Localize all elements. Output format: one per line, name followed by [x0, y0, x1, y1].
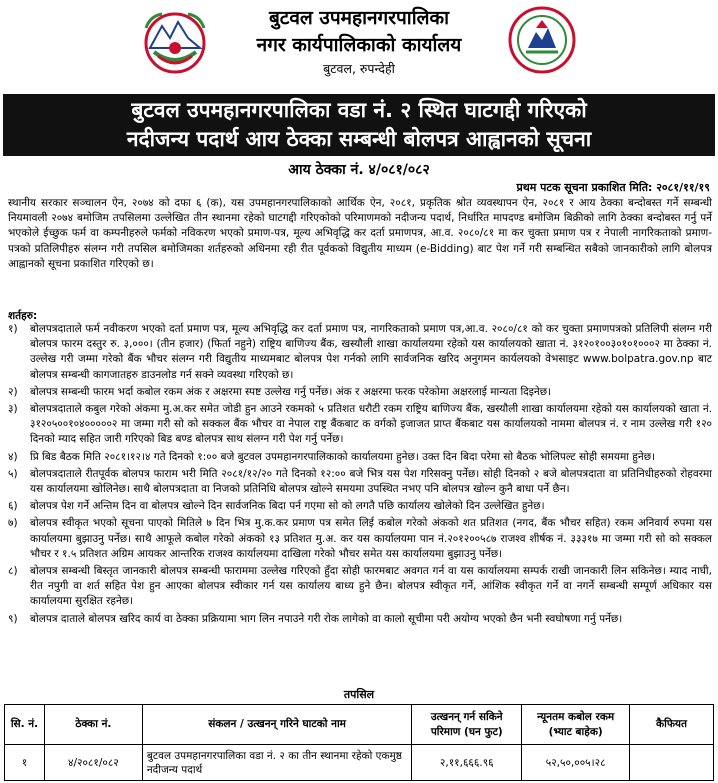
- condition-item: [8, 564, 712, 610]
- col-header-remarks: कैफियत: [630, 705, 714, 745]
- condition-item: [8, 402, 712, 448]
- table-row: [5, 745, 714, 781]
- col-header-name: संकलन / उत्खनन् गरिने घाटको नाम: [142, 705, 412, 745]
- cell-min-amount: ५२,५०,००५।२८: [522, 745, 630, 781]
- condition-text: बोलपत्र सम्बन्धी बिस्तृत जानकारी बोलपत्र सम्बन्धी फाराममा उल्लेख गरिएको हुँदा सोही फारमबाट अवगत गर्न वा यस कार्यालयमा सम्पर्क राखी जानकारी लिन सकिनेछ। म्याद नाघी, रीत नपुगी वा शर्त सहित पेश हुन आएका बोलपत्र स्वीकार गर्न यस कार्यालय बाध्य हुने छैन। बोलपत्र स्वीकृत गर्ने, आंशिक स्वीकृत गर्ने वा नगर्ने सम्बन्धी सम्पूर्ण अधिकार यस कार्यालयमा सुरक्षित रहनेछ।: [30, 565, 712, 608]
- col-header-tender: ठेक्का नं.: [44, 705, 142, 745]
- condition-text: बोलपत्र दाताले बोलपत्र खरिद कार्य वा ठेक्का प्रक्रियामा भाग लिन नपाउने गरी रोक लागेको वा कालो सूचीमा परी अयोग्य भएको छैन भनी स्वघोषणा गर्नु पर्नेछ।: [30, 612, 623, 625]
- condition-number: ७): [8, 517, 18, 530]
- condition-item: [8, 385, 712, 400]
- letterhead: [0, 0, 718, 92]
- condition-item: [8, 467, 712, 497]
- condition-number: ५): [8, 467, 18, 480]
- condition-text: बोलपत्रदाताले कबुल गरेको अंकमा मु.अ.कर समेत जोडी हुन आउने रकमको ५ प्रतिशत धरौटी रकम राष्ट्रिय बाणिज्य बैंक, खस्यौली शाखा कार्यालयमा रहेको यस कार्यालयको खाता नं. ३१२०५००१०४०००००२ मा जम्मा गरी सो को सक्कल बैंक भौचर वा नेपाल राष्ट्र बैंकबाट क वर्गको इजाजत प्राप्त बैंकबाट यस कार्यालयको नाममा बोलपत्र नं. र नाम उल्लेख गरी १२० दिनको म्याद सहित जारी गरिएको बिड बण्ड बोलपत्र साथ संलग्न गरी पेश गर्नु पर्नेछ।: [30, 403, 712, 446]
- tender-number: आय ठेक्का नं. ४/०८१/०८२: [288, 162, 430, 178]
- col-header-quantity: उत्खनन् गर्न सकिने परिमाण (घन फुट): [412, 705, 522, 745]
- condition-number: २): [8, 385, 18, 398]
- schedule-title: तपसिल: [343, 688, 375, 701]
- cell-tender: ४/२०८१/०८२: [44, 745, 142, 781]
- condition-item: [8, 450, 712, 465]
- cell-name: बुटवल उपमहानगरपालिका वडा नं. २ का तीन स्थानमा रहेको एकमुष्ठ नदीजन्य पदार्थ: [142, 745, 412, 781]
- col-header-min-amount: न्यूनतम कबोल रकम (भ्याट बाहेक): [522, 705, 630, 745]
- col-header-sn: सि. नं.: [5, 705, 45, 745]
- condition-text: बोलपत्र सम्बन्धी फारम भर्दा कबोल रकम अंक र अक्षरमा स्पष्ट उल्लेख गर्नु पर्नेछ। अंक र अक्षरमा फरक परेकोमा अक्षरलाई मान्यता दिइनेछ।: [30, 385, 552, 398]
- office-name: नगर कार्यपालिकाको कार्यालय: [256, 34, 462, 56]
- condition-number: ९): [8, 612, 18, 625]
- condition-number: १): [8, 323, 18, 335]
- cell-sn: १: [5, 745, 45, 781]
- cell-remarks: [630, 745, 714, 781]
- condition-item: [8, 612, 712, 627]
- notice-title-line-1: बुटवल उपमहानगरपालिका वडा नं. २ स्थित घाटगद्दी गरिएको: [131, 98, 587, 122]
- municipality-name: बुटवल उपमहानगरपालिका: [268, 7, 450, 29]
- condition-text: बोलपत्र पेश गर्ने अन्तिम दिन वा बोलपत्र खोल्ने दिन सार्वजनिक बिदा पर्न गएमा सो को लगतै पछि कार्यालय खोलेको दिन उल्लेखित हुनेछ।: [30, 500, 545, 513]
- intro-paragraph: स्थानीय सरकार सञ्चालन ऐन, २०७४ को दफा ६ (क), यस उपमहानगरपालिकाको आर्थिक ऐन, २०८१, प्रकृतिक श्रोत व्यवस्थापन ऐन, २०८१ र आय ठेक्का बन्दोबस्त गर्ने सम्बन्धी नियमावली २०७४ बमोजिम तपसिलमा उल्लेखित तीन स्थानमा रहेको घाटगद्दी गरिएकोको परिमाणमको नदीजन्य पदार्थ, निर्धारित मापदण्ड बमोजिम बिक्रीको लागि ठेक्का बन्दोबस्त गर्नु पर्ने भएकोले ईच्छुक फर्म वा कम्पनीहरुले फर्मको नविकरण भएको प्रमाण-पत्र, मूल्य अभिवृद्धि कर दर्ता प्रमाणपत्र, आ.व. २०८०/८१ मा कर चुक्ता प्रमाण पत्र र नेपाली नागरिकताको प्रमाण-पत्रको प्रतिलिपीहरु संलग्न गरी तपसिल बमोजिमका शर्तहरुको अधिनमा रही रीत पूर्वकको विद्युतीय माध्यम (e-Bidding) बाट पेश गर्ने गरी सम्बन्धित सबैको जानकारीको लागि बोलपत्र आह्वानको सूचना प्रकाशित गरिएको छ।: [8, 197, 712, 270]
- schedule-table: [4, 704, 714, 781]
- condition-text: बोलपत्रदाताले रीतपूर्वक बोलपत्र फाराम भरी मिति २०८१/१२/२० गते दिनको १२:०० बजे भित्र यस पेश गरिसक्नु पर्नेछ। सोही दिनको २ बजे बोलपत्रदाता वा प्रतिनिधीहरुको रोहवरमा यस कार्यालयमा खोलिनेछ। साथै बोलपत्रदाता वा निजको प्रतिनिधि बोलपत्र खोल्ने समयमा उपस्थित नभए पनि बोलपत्र खोल्न कुनै बाधा पर्ने छैन।: [30, 467, 712, 496]
- condition-text: प्रि बिड बैठक मिति २०८१।१२।४ गते दिनको १:०० बजे बुटवल उपमहानगरपालिकाको कार्यालयमा हुनेछ। उक्त दिन बिदा परेमा सो बैठक भोलिपल्ट सोही समयमा हुनेछ।: [30, 450, 656, 463]
- condition-number: ३): [8, 403, 18, 416]
- table-header-row: [5, 705, 714, 745]
- notice-title-banner: [3, 94, 715, 156]
- condition-number: ६): [8, 500, 18, 513]
- conditions-list: [8, 322, 712, 629]
- conditions-title: शर्तहरु:: [8, 310, 38, 322]
- cell-quantity: २,११,६६६.९६: [412, 745, 522, 781]
- office-location: बुटवल, रुपन्देही: [323, 61, 395, 76]
- condition-text: बोलपत्रदाताले फर्म नवीकरण भएको दर्ता प्रमाण पत्र, मूल्य अभिवृद्धि कर दर्ता प्रमाण पत्र, नागरिकताको प्रमाण पत्र,आ.व. २०८०/८१ को कर चुक्ता प्रमाणपत्रको प्रतिलिपी संलग्न गरी बोलपत्र फारम दस्तुर रु. ३,०००। (तीन हजार) (फिर्ता नहुने) राष्ट्रिय बाणिज्य बैंक, खस्यौली शाखा कार्यालयमा रहेको यस कार्यालयको खाता नं. ३१२०१००३०१०१०००२ मा ठेक्का नं. उल्लेख गरी जम्मा गरेको बैंक भौचर संलग्न गरी विद्युतीय माध्यमबाट बोलपत्र पेश गर्नको लागि सार्वजनिक खरिद अनुगमन कार्यलयको वेभसाइट www.bolpatra.gov.np बाट बोलपत्र सम्बन्धी कागजातहरु डाउनलोड गर्न सक्ने व्यवस्था गरिएको छ।: [30, 323, 712, 381]
- notice-title-line-2: नदीजन्य पदार्थ आय ठेक्का सम्बन्धी बोलपत्र आह्वानको सूचना: [126, 127, 592, 151]
- condition-number: ८): [8, 565, 18, 578]
- publication-date: प्रथम पटक सूचना प्रकाशित मिति: २०८१/११/१९: [516, 181, 710, 194]
- condition-number: ४): [8, 450, 18, 463]
- condition-text: बोलपत्र स्वीकृत भएको सूचना पाएको मितिले ७ दिन भित्र मु.क.कर प्रमाण पत्र समेत लिई कबोल गरेको अंकको शत प्रतिशत (नगद, बैंक भौचर सहित) रकम अनिवार्य रुपमा यस कार्यालयमा बुझाउनु पर्नेछ। साथै आफूले कबोल गरेको अंकको १३ प्रतिशत मु.अ. कर यस कार्यालयमा पान नं.२०१२००५८७ राजश्व शीर्षक नं. ३३३१७ मा जम्मा गरी सो को सक्कल भौचर र १.५ प्रतिशत अग्रिम आयकर आन्तरिक राजश्व कार्यालयमा दाखिला गरेको भौचर समेत यस कार्यालयमा बुझाउनु पर्नेछ।: [30, 517, 712, 560]
- condition-item: [8, 516, 712, 562]
- condition-item: [8, 499, 712, 514]
- condition-item: [8, 322, 712, 383]
